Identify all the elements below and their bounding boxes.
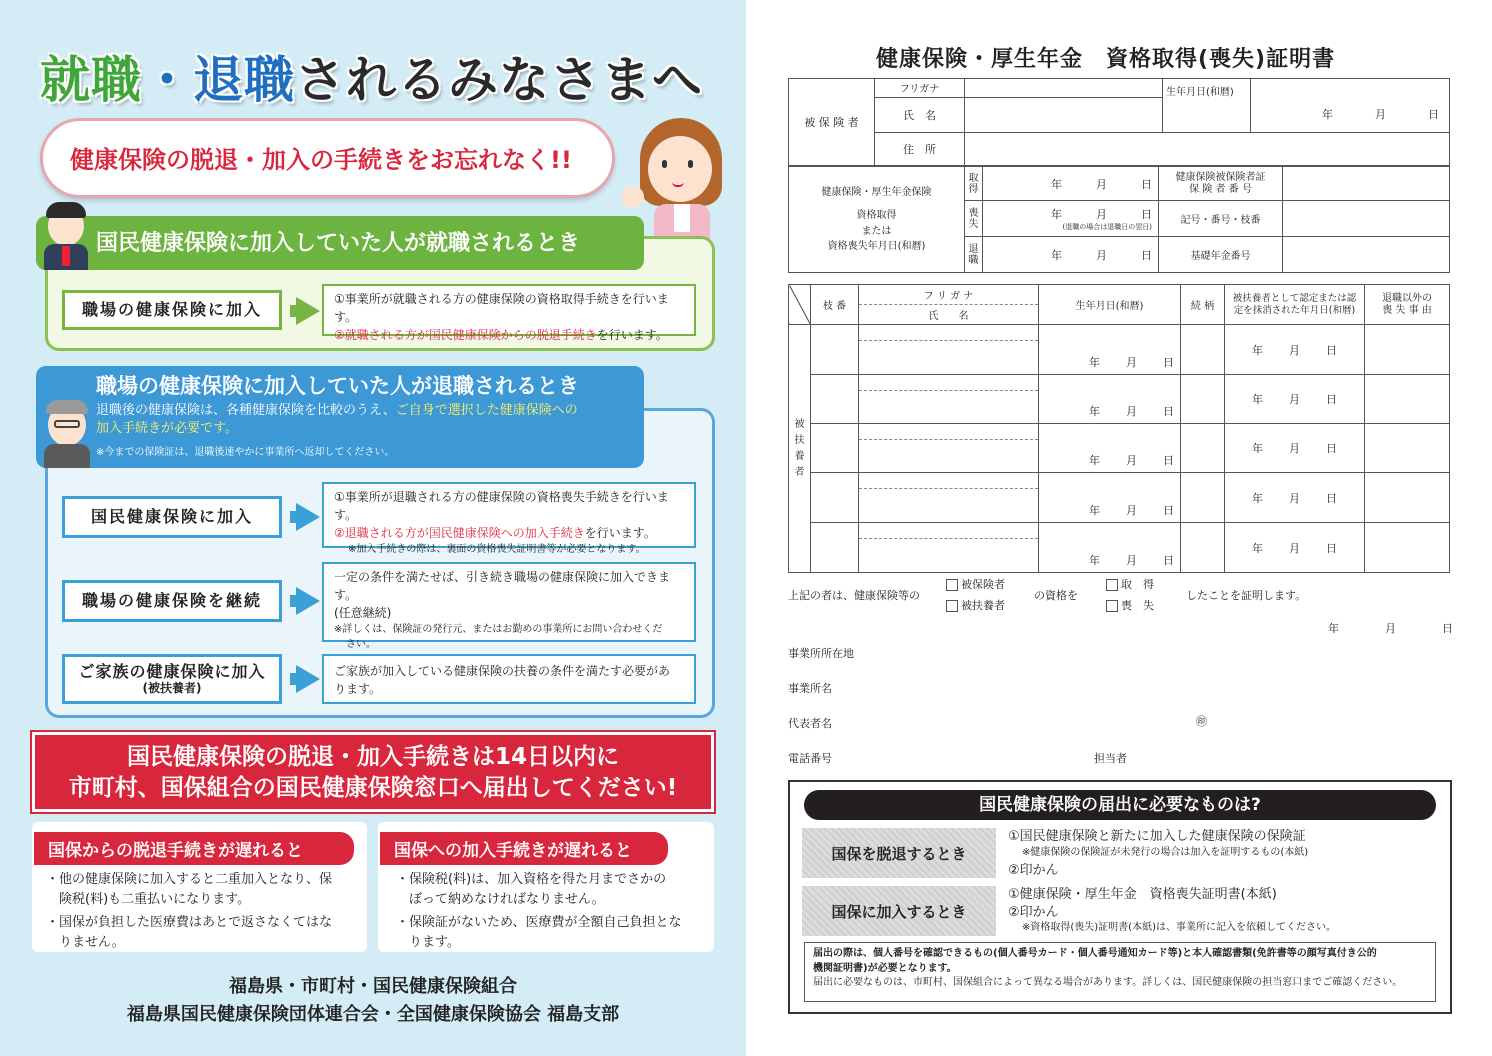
qualification-table: 健康保険・厚生年金保険 資格取得 または 資格喪失年月日(和暦) 取得 年 月 日 健康保険被保険者証 保 険 者 番 号 喪失 年 月 日 (退職の場合は退職日の翌日) 記号・番号・枝番 退職 年 月 日 基礎年金番号 [788, 166, 1450, 273]
office-address-label: 事業所所在地 [788, 647, 854, 660]
join-national-desc: ①事業所が退職される方の健康保険の資格喪失手続きを行います。 ②退職される方が国民健康保険への加入手続きを行います。 ※加入手続きの際は、裏面の資格喪失証明書等が必要となります。 [322, 482, 696, 548]
leave-requirements: ①国民健康保険と新たに加入した健康保険の保険証 ※健康保険の保険証が未発行の場合は加入を証明するもの(本紙) ②印かん [1008, 829, 1309, 879]
checkbox-insured[interactable]: 被保険者 [946, 576, 1005, 592]
code-number-field[interactable] [1283, 201, 1450, 237]
issuer-2: 福島県国民健康保険団体連合会・全国健康保険協会 福島支部 [126, 1004, 620, 1025]
checkbox-icon [1106, 600, 1118, 612]
checkbox-lose[interactable]: 喪 失 [1106, 597, 1154, 613]
dependent-row: 年 月 日 年 月 日 [789, 375, 1450, 424]
furigana-field[interactable] [965, 79, 1163, 98]
arrow-icon [296, 503, 320, 531]
join-family-label: ご家族の健康保険に加入 (被扶養者) [62, 654, 282, 704]
address-field[interactable] [965, 132, 1450, 165]
insured-table: 被 保 険 者 フリガナ 生年月日(和暦) 年 月 日 氏 名 住 所 [788, 78, 1450, 166]
leave-label: 国保を脱退するとき [802, 828, 996, 878]
office-name-label: 事業所名 [788, 682, 832, 695]
continue-workplace-desc: 一定の条件を満たせば、引き続き職場の健康保険に加入できます。 (任意継続) ※詳しくは、保険証の発行元、またはお勤めの事業所にお問い合わせくだ さい。 [322, 562, 696, 642]
cert-pre: 上記の者は、健康保険等の [788, 589, 920, 602]
submission-note: 届出の際は、個人番号を確認できるもの(個人番号カード・個人番号通知カード等)と本人確認書類(免許書等の顔写真付き公的 機関証明書)が必要となります。 届出に必要なものは、市町村、国保組合によって異なる場合があります。詳しくは、国民健康保険の担当窓口までご確認ください。 [804, 942, 1436, 1002]
contact-person-label: 担当者 [1094, 752, 1127, 765]
deadline-warning: 国民健康保険の脱退・加入手続きは14日以内に 市町村、国保組合の国民健康保険窓口へ届出してください! [32, 732, 714, 812]
join-label: 国保に加入するとき [802, 886, 996, 936]
issuer-1: 福島県・市町村・国民健康保険組合 [229, 976, 517, 997]
join-workplace-label: 職場の健康保険に加入 [62, 290, 282, 330]
arrow-icon [296, 665, 320, 693]
cert-mid: の資格を [1034, 589, 1078, 602]
continue-workplace-label: 職場の健康保険を継続 [62, 580, 282, 622]
seal-mark: ㊞ [1196, 715, 1207, 728]
insured-label: 被 保 険 者 [789, 79, 875, 166]
arrow-icon [296, 587, 320, 615]
phone-label: 電話番号 [788, 752, 832, 765]
dependent-row: 被扶養者 年 月 日 年 月 日 [789, 325, 1450, 375]
birthdate-field[interactable]: 年 月 日 [1251, 79, 1450, 133]
cert-date[interactable]: 年 月 日 [1328, 622, 1453, 635]
checkbox-icon [1106, 579, 1118, 591]
pension-number-field[interactable] [1283, 237, 1450, 273]
dependent-row: 年 月 日 年 月 日 [789, 523, 1450, 573]
dependent-row: 年 月 日 年 月 日 [789, 473, 1450, 523]
join-requirements: ①健康保険・厚生年金 資格喪失証明書(本紙) ②印かん ※資格取得(喪失)証明書(本紙)は、事業所に記入を依頼してください。 [1008, 887, 1336, 934]
acquisition-date-field[interactable]: 年 月 日 [983, 167, 1159, 201]
insurer-number-field[interactable] [1283, 167, 1450, 201]
right-page [746, 0, 1492, 1056]
dependents-table: 枝 番 フ リ ガ ナ 氏 名 生年月日(和暦) 続 柄 被扶養者として認定または認 定を抹消された年月日(和暦) 退職以外の 喪 失 事 由 被扶養者 年 月 日 年 月 日 年 月 日 年 月 日 年 月 日 年 月 日 年 月 日 年 月 日 年 月 日 年 月 日 [788, 284, 1450, 573]
older-man-illustration [42, 398, 92, 468]
late-withdrawal-card: 国保からの脱退手続きが遅れると ・他の健康保険に加入すると二重加入となり、保 険税(料)も二重払いになります。 ・国保が負担した医療費はあとで返さなくてはな りません。 [32, 822, 367, 952]
representative-label: 代表者名 [788, 717, 832, 730]
section-employment-header: 国民健康保険に加入していた人が就職されるとき [36, 216, 644, 270]
subtitle: 健康保険の脱退・加入の手続きをお忘れなく!! [70, 146, 572, 174]
checkbox-icon [946, 579, 958, 591]
man-illustration [42, 202, 90, 270]
arrow-icon [296, 297, 320, 325]
dependent-row: 年 月 日 年 月 日 [789, 424, 1450, 473]
join-family-desc: ご家族が加入している健康保険の扶養の条件を満たす必要があ ります。 [322, 654, 696, 704]
join-workplace-desc: ①事業所が就職される方の健康保険の資格取得手続きを行います。 ②就職される方が国民健康保険からの脱退手続きを行います。 [322, 284, 696, 336]
join-national-label: 国民健康保険に加入 [62, 496, 282, 538]
late-enrollment-card: 国保への加入手続きが遅れると ・保険税(料)は、加入資格を得た月までさかの ぼって納めなければなりません。 ・保険証がないため、医療費が全額自己負担とな ります。 [378, 822, 714, 952]
checkbox-icon [946, 600, 958, 612]
checkbox-acquire[interactable]: 取 得 [1106, 576, 1154, 592]
requirements-heading: 国民健康保険の届出に必要なものは? [804, 790, 1436, 820]
form-title: 健康保険・厚生年金 資格取得(喪失)証明書 [876, 47, 1336, 72]
section-retirement-header: 職場の健康保険に加入していた人が退職されるとき 退職後の健康保険は、各種健康保険を比較のうえ、ご自身で選択した健康保険への 加入手続きが必要です。 ※今までの保険証は、退職後速やかに事業所へ返却してください。 [36, 366, 644, 468]
loss-date-field[interactable]: 年 月 日 (退職の場合は退職日の翌日) [983, 201, 1159, 237]
retirement-date-field[interactable]: 年 月 日 [983, 237, 1159, 273]
name-field[interactable] [965, 97, 1163, 132]
main-title: 就職・退職されるみなさまへ [40, 51, 703, 109]
cert-post: したことを証明します。 [1186, 589, 1307, 602]
checkbox-dependent[interactable]: 被扶養者 [946, 597, 1005, 613]
